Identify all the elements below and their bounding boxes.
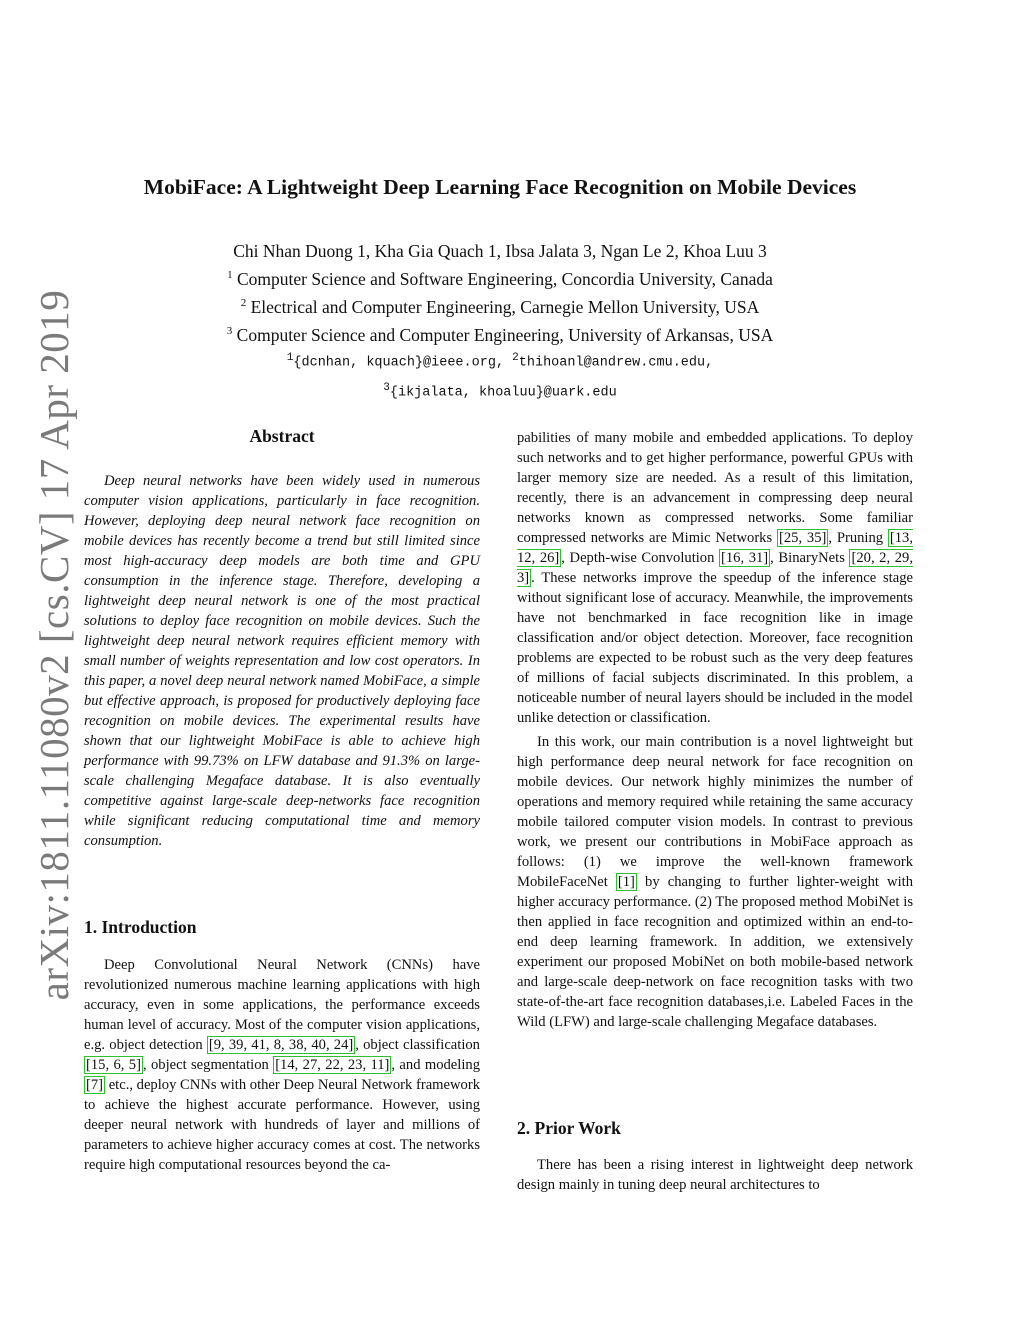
prior-work-column	[517, 1155, 913, 1195]
introduction-paragraph	[84, 955, 480, 1175]
prior-work-paragraph: There has been a rising interest in lightweight deep network design mainly in tuning deep neural architectures to	[517, 1157, 913, 1193]
abstract-heading: Abstract	[249, 426, 315, 446]
affiliation-2: $^2$ Electrical and Computer Engineering, Carnegie Mellon University, USA	[240, 296, 760, 317]
intro-text-2: , object classification	[355, 1037, 480, 1053]
intro-text-3: , object segmentation	[142, 1057, 274, 1073]
abstract-body: Deep neural networks have been widely used in numerous computer vision applications, particularly in face recognition. However, deploying deep neural network face recognition on mobile devices has recently become a trend but still limited since most high-accuracy deep models are both time and GPU consumption in the inference stage. Therefore, developing a lightweight deep neural network is one of the most practical solutions to deploy face recognition on mobile devices. Such the lightweight deep neural network requires efficient memory with small number of weights representation and low cost operators. In this paper, a novel deep neural network named MobiFace, a simple but effective approach, is proposed for productively deploying face recognition on mobile devices. The experimental results have shown that our lightweight MobiFace is able to achieve high performance with 99.73% on LFW database and 91.3% on large-scale challenging Megaface database. It is also eventually competitive against large-scale deep-networks face recognition while significant reducing computational time and memory consumption.	[84, 473, 480, 849]
citation-link[interactable]: [20, 2, 29, 3]	[517, 550, 913, 586]
email-group-1: {dcnhan, kquach}@ieee.org,	[293, 355, 505, 371]
right-text-7: by changing to further lighter-weight with higher accuracy performance. (2) The proposed method MobiNet is then applied in face recognition and optimized within an end-to-end deep learning framework. In addition, we extensively experiment our proposed MobiNet on both mobile-based network and large-scale deep-network on face recognition tasks with two state-of-the-art face recognition databases,i.e. Labeled Faces in the Wild (LFW) and large-scale challenging Megaface databases.	[517, 874, 913, 1030]
email-group-3: {ikjalata, khoaluu}@uark.edu	[389, 385, 617, 401]
intro-text-1: Deep Convolutional Neural Network (CNNs) have revolutionized numerous machine learning applications with high accuracy, even in some applications, the performance exceeds human level of accuracy. Most of the computer vision applications, e.g. object detection	[84, 957, 480, 1053]
citation-link[interactable]: [7]	[86, 1077, 104, 1093]
right-paragraph-2	[517, 732, 913, 1032]
email-group-2: thihoanl@andrew.cmu.edu,	[518, 355, 714, 371]
email-line-2: $^3${ikjalata, khoaluu}@uark.edu	[383, 381, 617, 401]
author-block	[0, 239, 1000, 405]
citation-link[interactable]: [25, 35]	[778, 530, 827, 546]
introduction-heading: 1. Introduction	[84, 917, 197, 937]
right-paragraph-1	[517, 428, 913, 728]
paper-title: MobiFace: A Lightweight Deep Learning Face Recognition on Mobile Devices	[143, 175, 857, 199]
right-text-3: , Depth-wise Convolution	[561, 550, 719, 566]
citation-link[interactable]: [9, 39, 41, 8, 38, 40, 24]	[208, 1037, 354, 1053]
affiliation-3-text: Computer Science and Computer Engineering, University of Arkansas, USA	[236, 324, 774, 345]
introduction-column	[84, 955, 480, 1175]
affiliation-3: $^3$ Computer Science and Computer Engineering, University of Arkansas, USA	[226, 324, 774, 345]
intro-text-5: etc., deploy CNNs with other Deep Neural Network framework to achieve the highest accurate performance. However, using deeper neural network with hundreds of layer and millions of parameters to achieve higher accuracy comes at cost. The networks require high computational resources beyond the ca-	[84, 1077, 480, 1173]
right-text-2: , Pruning	[828, 530, 888, 546]
affiliation-1: $^1$ Computer Science and Software Engineering, Concordia University, Canada	[227, 268, 773, 289]
affiliation-1-text: Computer Science and Software Engineering, Concordia University, Canada	[237, 268, 773, 289]
citation-link[interactable]: [14, 27, 22, 23, 11]	[275, 1057, 390, 1073]
author-names: Chi Nhan Duong 1, Kha Gia Quach 1, Ibsa Jalata 3, Ngan Le 2, Khoa Luu 3	[233, 241, 767, 261]
prior-work-heading: 2. Prior Work	[517, 1118, 621, 1138]
citation-link[interactable]: [16, 31]	[721, 550, 769, 566]
affiliation-2-text: Electrical and Computer Engineering, Carnegie Mellon University, USA	[250, 296, 760, 317]
citation-link[interactable]: [15, 6, 5]	[86, 1057, 141, 1073]
citation-link[interactable]: [13, 12, 26]	[517, 530, 913, 566]
arxiv-identifier-stamp: arXiv:1811.11080v2 [cs.CV] 17 Apr 2019	[31, 289, 77, 1001]
email-line-1: $^1${dcnhan, kquach}@ieee.org, $^2$thihoanl@andrew.cmu.edu,	[286, 352, 714, 371]
right-text-6: In this work, our main contribution is a novel lightweight but high performance deep neural network for face recognition on mobile devices. Our network highly minimizes the number of operations and memory required while retaining the same accuracy mobile tailored computer vision models. In contrast to previous work, we present our contributions in MobiFace approach as follows: (1) we improve the well-known framework MobileFaceNet	[517, 734, 913, 890]
right-text-1: pabilities of many mobile and embedded applications. To deploy such networks and to get higher performance, powerful GPUs with larger memory size are needed. As a result of this limitation, recently, there is an advancement in compressing deep neural networks known as compressed networks. Some familiar compressed networks are Mimic Networks	[517, 430, 913, 546]
right-column	[517, 428, 913, 1032]
citation-link[interactable]: [1]	[617, 874, 635, 890]
right-text-5: . These networks improve the speedup of the inference stage without significant lose of accuracy. Meanwhile, the improvements have not benchmarked in face recognition like in image classification and/or object detection. Moreover, face recognition problems are expected to be robust such as the very deep features of millions of facial subjects discriminated. In this problem, a noticeable number of neural layers should be included in the model unlike detection or classification.	[517, 570, 913, 726]
intro-text-4: , and modeling	[391, 1057, 480, 1073]
right-text-4: , BinaryNets	[770, 550, 850, 566]
